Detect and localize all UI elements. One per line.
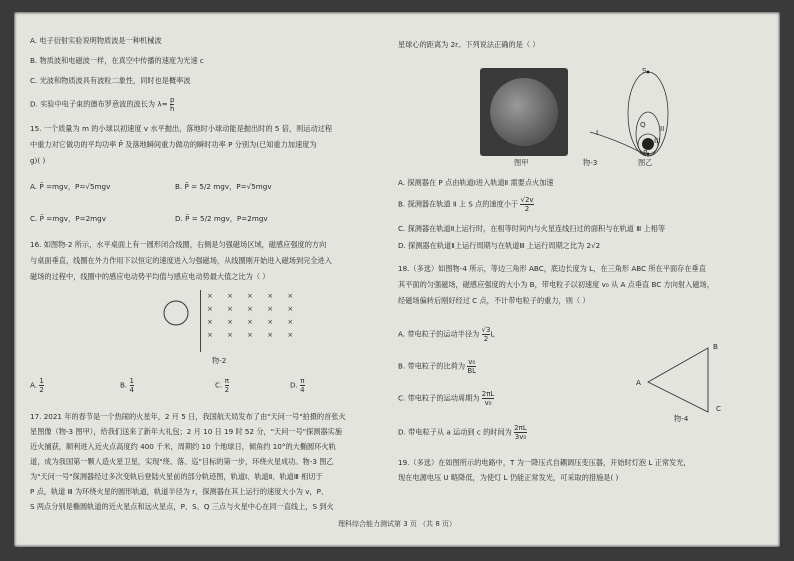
field-row: × × × × × (207, 305, 300, 313)
q17-option-d: D. 探测器在轨道Ⅱ上运行周期与在轨道Ⅲ 上运行周期之比为 2√2 (398, 241, 601, 250)
label-a: A (636, 378, 641, 387)
q16-line-2: 与桌面垂直，线圈在外力作用下以恒定的速度进入匀强磁场，从线圈刚开始进入磁场到完全进入 (30, 256, 332, 265)
q17-option-b: B. 探测器在轨道 Ⅱ 上 S 点的速度小于 $\frac{√2v}{2}$ (398, 196, 534, 213)
q14-option-d-fraction: $\frac{p}{h}$ (169, 96, 175, 113)
q19-line-1: 19.（多选）在如图所示的电路中，T 为一降压式自耦调压变压器，开始时灯泡 L 正常发光， (398, 458, 691, 467)
figure-2-label: 物-2 (212, 356, 227, 365)
label-b: B (713, 342, 718, 351)
label-q: Q (640, 120, 646, 129)
q18-line-3: 经磁场偏转后刚好经过 C 点，不计带电粒子的重力，则（ ） (398, 296, 590, 305)
q17-continued: 星球心的距离为 2r。下列说法正确的是（ ） (398, 40, 540, 49)
q16-option-a: A. $\frac{1}{2}$ (30, 377, 44, 394)
q15-option-a: A. P̄ =mgv，P=√5mgv (30, 182, 111, 191)
triangle-abc (642, 342, 722, 414)
q17-line-4: 道，成为我国第一颗人造火星卫星，实现"绕、落、巡"目标的第一步，环绕火星成功。物-3 图乙 (30, 457, 334, 466)
mars-photo (480, 68, 568, 156)
figure-4-label: 物-4 (674, 414, 689, 423)
q16-line-1: 16. 如图物-2 所示，水平桌面上有一圆形闭合线圈，右侧是匀强磁场区域，磁感应强度的方向 (30, 240, 327, 249)
mars-photo-disk (480, 68, 568, 156)
figure-3-label: 物-3 (583, 158, 598, 167)
q15-option-d: D. P̄ = 5/2 mgv，P=2mgv (175, 214, 268, 223)
label-orbit-ii: II (660, 124, 665, 133)
label-s: S (642, 66, 647, 75)
q17-line-2: 星图像（物-3 图甲），给我们送来了新年大礼包；2 月 10 日 19 时 52 分，"天问一号"探测器实施 (30, 427, 343, 436)
q14-option-d (30, 96, 174, 113)
q14-option-a: A. 电子衍射实验说明物质波是一种机械波 (30, 36, 162, 45)
magnetic-field-grid (207, 290, 299, 342)
page-footer: 理科综合能力测试第 3 页 （共 8 页） (337, 520, 457, 528)
q17-option-c: C. 探测器在轨道Ⅱ上运行时，在相等时间内与火星连线扫过的面积与在轨道 Ⅲ 上相等 (398, 224, 666, 233)
field-boundary-line (200, 290, 201, 352)
coil-circle (160, 297, 192, 329)
q18-option-c: C. 带电粒子的运动周期为 $\frac{2\pi L}{\text{v₀}}$ (398, 390, 495, 407)
q16-option-b: B. $\frac{1}{4}$ (120, 377, 134, 394)
q18-line-2: 其平面的匀强磁场，磁感应强度的大小为 B，带电粒子以初速度 v₀ 从 A 点垂直 BC 方向射入磁场， (398, 280, 714, 289)
q16-option-c: C. $\frac{\pi}{2}$ (215, 377, 230, 394)
q19-line-2: 现在电源电压 U 略降低，为使灯 L 仍能正常发光，可采取的措施是( ) (398, 473, 619, 482)
q15-option-c: C. P̄ =mgv，P=2mgv (30, 214, 106, 223)
exam-page (14, 12, 780, 547)
orbit-diagram (588, 64, 678, 160)
label-orbit-iii: III (654, 136, 661, 145)
q17-line-6: P 点，轨道 Ⅲ 为环绕火星的圆形轨道，轨道半径为 r，探测器在其上运行的速度大小为 v，P、 (30, 487, 329, 496)
q16-option-d: D. $\frac{\pi}{4}$ (290, 377, 305, 394)
q18-option-b: B. 带电粒子的比荷为 $\frac{\text{v₀}}{BL}$ (398, 358, 477, 375)
q15-option-b: B. P̄ = 5/2 mgv，P=√5mgv (175, 182, 272, 191)
q14-option-b: B. 物质波和电磁波一样，在真空中传播的速度为光速 c (30, 56, 204, 65)
q16-line-3: 磁场的过程中，线圈中的感应电动势平均值与感应电动势最大值之比为（ ） (30, 272, 270, 281)
figure-3a-label: 图甲 (514, 158, 529, 167)
q18-line-1: 18.（多选）如图物-4 所示，等边三角形 ABC，底边长度为 L，在三角形 ABC 所在平面存在垂直 (398, 264, 706, 273)
q15-line-3: g)( ) (30, 156, 46, 165)
q14-option-c: C. 光波和物质波具有波粒二象性，同时也是概率波 (30, 76, 191, 85)
field-row: × × × × × (207, 318, 300, 326)
q17-line-3: 近火捕获，顺利进入近火点高度约 400 千米，周期约 10 个地球日，倾角约 10°的大椭圆环火轨 (30, 442, 336, 451)
label-p: P (643, 148, 648, 157)
field-row: × × × × × (207, 331, 300, 339)
q17-option-a: A. 探测器在 P 点由轨道Ⅰ进入轨道Ⅱ 需要点火加速 (398, 178, 554, 187)
field-row: × × × × × (207, 292, 300, 300)
q17-line-5: 为"天问一号"探测器经过多次变轨后登陆火星前的部分轨迹图，轨道Ⅰ、轨道Ⅱ、轨道Ⅲ 相切于 (30, 472, 323, 481)
figure-3b-label: 图乙 (638, 158, 653, 167)
q18-option-a: A. 带电粒子的运动半径为 $\frac{√3}{2}$ L (398, 326, 495, 343)
q17-line-1: 17. 2021 年的春节是一个热闹的火星年，2 月 5 日，我国航天局发布了由"天问一号"拍摄的首张火 (30, 412, 346, 421)
label-c: C (716, 404, 722, 413)
q18-option-d: D. 带电粒子从 a 运动到 c 的时间为 $\frac{2\pi L}{\text{3v₀}}$ (398, 424, 527, 441)
q17-line-7: S 两点分别是椭圆轨道的近火星点和远火星点，P、S、Q 三点与火星中心在同一直线上，S 到火 (30, 502, 334, 511)
label-orbit-i: I (596, 128, 599, 137)
q15-line-1: 15. 一个质量为 m 的小球以初速度 v 水平抛出，落地时小球动能是抛出时的 5 倍，则运动过程 (30, 124, 333, 133)
q14-option-d-text: D. 实验中电子束的德布罗意波的波长为 λ= (30, 99, 168, 109)
q15-line-2: 中重力对它做功的平均功率 P̄ 及落地瞬间重力做功的瞬时功率 P 分别为(已知重力加速度为 (30, 140, 317, 149)
